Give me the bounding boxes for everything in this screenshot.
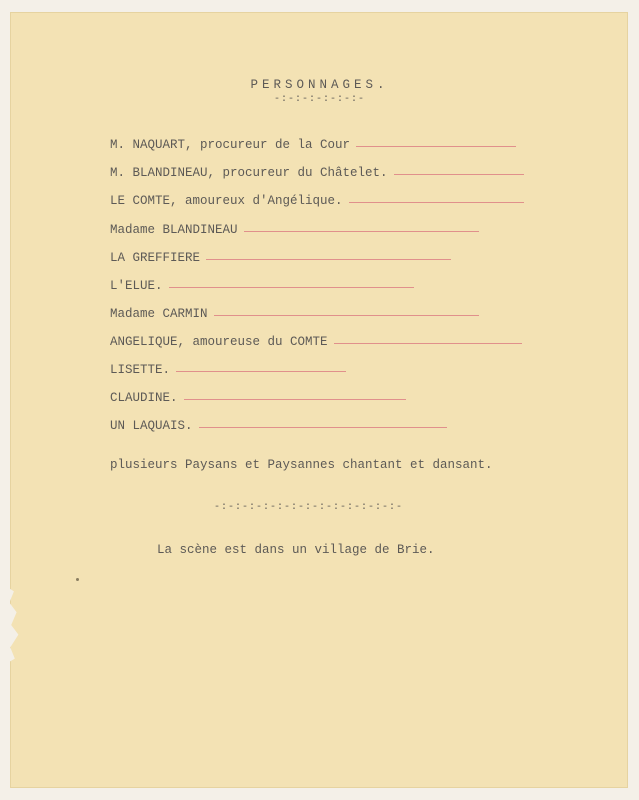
character-line <box>394 174 524 175</box>
character-row <box>110 334 522 350</box>
character-name: LA GREFFIERE <box>110 251 201 265</box>
character-line <box>334 343 522 344</box>
character-name: ANGELIQUE, amoureuse du COMTE <box>110 335 328 349</box>
character-row <box>110 222 479 238</box>
character-row <box>110 390 406 406</box>
character-row <box>110 250 451 266</box>
character-line <box>244 231 479 232</box>
character-row <box>110 165 524 181</box>
character-line <box>176 371 346 372</box>
character-name: LE COMTE, amoureux d'Angélique. <box>110 194 343 208</box>
character-row <box>110 137 516 153</box>
character-line <box>206 259 451 260</box>
character-row <box>110 193 524 209</box>
character-line <box>214 315 479 316</box>
character-line <box>184 399 406 400</box>
character-name: LISETTE. <box>110 363 171 377</box>
character-name: Madame CARMIN <box>110 307 208 321</box>
character-line <box>349 202 524 203</box>
character-name: Madame BLANDINEAU <box>110 223 238 237</box>
scene-setting: La scène est dans un village de Brie. <box>157 543 435 557</box>
character-row <box>110 278 414 294</box>
character-line <box>169 287 414 288</box>
character-name: L'ELUE. <box>110 279 163 293</box>
character-name: CLAUDINE. <box>110 391 178 405</box>
extras-line: plusieurs Paysans et Paysannes chantant et dansant. <box>110 458 493 472</box>
character-line <box>356 146 516 147</box>
ink-speck <box>76 578 79 581</box>
character-row <box>110 418 447 434</box>
character-name: M. BLANDINEAU, procureur du Châtelet. <box>110 166 388 180</box>
page-title: PERSONNAGES. <box>250 78 389 92</box>
character-name: UN LAQUAIS. <box>110 419 193 433</box>
character-line <box>199 427 447 428</box>
character-name: M. NAQUART, procureur de la Cour <box>110 138 351 152</box>
character-row <box>110 306 479 322</box>
character-row <box>110 362 346 378</box>
title-divider: -:-:-:-:-:-:- <box>273 94 365 105</box>
section-divider: -:-:-:-:-:-:-:-:-:-:-:-:-:- <box>214 502 404 513</box>
